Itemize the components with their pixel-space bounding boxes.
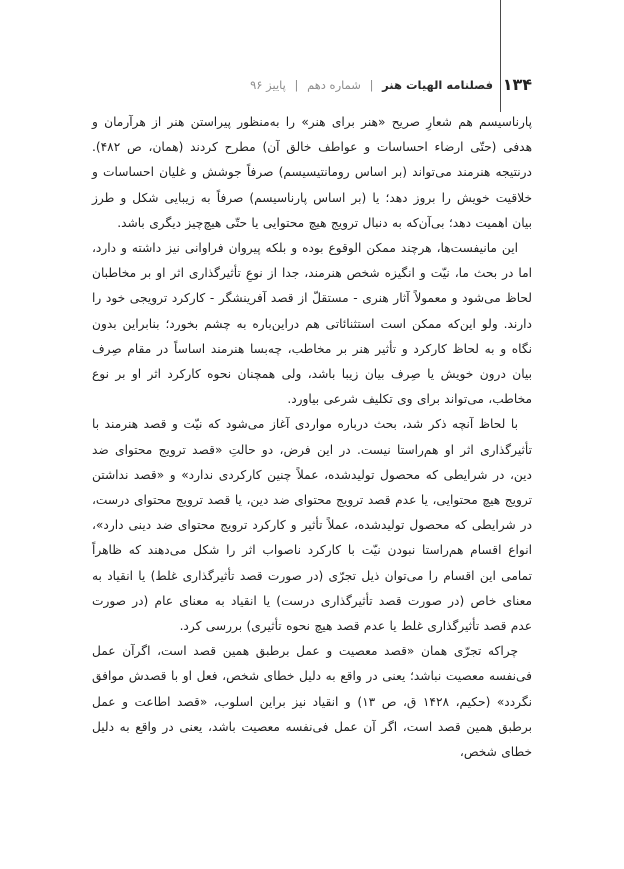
season-label: پاییز ۹۶ [250,77,286,92]
header-separator: | [294,77,299,92]
body-paragraph: این مانیفست‌ها، هرچند ممکن الوقوع بوده و بلکه پیروان فراوانی نیز داشته و دارد، اما در بحث ما، نیّت و انگیزه شخص هنرمند، جدا از نوعِ تأثیرگذاری اثر او بر مخاطبان لحاظ می‌شود و معمولاً آثار هنری - مستقلّ از قصد آفرینشگر - کارکرد ترویجی خود را دارند. ولو این‌که ممکن است استثنائاتی هم دراین‌باره به چشم بخورد؛ بنابراین بدون نگاه و به لحاظ کارکرد و تأثیر هنر بر مخاطب، چه‌بسا هنرمند اساساً در مقام صِرف بیان درون خویش یا صِرف بیان زیبا باشد، ولی همچنان نحوه کارکرد اثر او بر نوع مخاطب، می‌تواند برای وی تکلیف شرعی بیاورد. [92,241,532,407]
body-paragraph: با لحاظ آنچه ذکر شد، بحث درباره مواردی آغاز می‌شود که نیّت و قصد هنرمند با تأثیرگذاری اثر او هم‌راستا نیست. در این فرض، دو حالتِ «قصد ترویج محتوای ضد دین، در شرایطی که محصول تولیدشده، عملاً چنین کارکردی ندارد» و «قصد نداشتن ترویج هیچ محتوایی، یا عدم قصد ترویج محتوای ضد دین، یا قصد ترویج محتوای درست، در شرایطی که محصول تولیدشده، عملاً تأثیر و کارکرد ترویج محتوای ضد دینی دارد»، انواع اقسام هم‌راستا نبودن نیّت با کارکرد ناصواب اثر را شکل می‌دهند که ظاهراً تمامی این اقسام را می‌توان ذیل تجرّی (در صورت قصد تأثیرگذاری غلط) یا انقیاد به معنای خاص (در صورت قصد تأثیرگذاری درست) یا انقیاد به معنای عام (در صورت عدم قصد تأثیرگذاری غلط یا عدم قصد هیچ نحوه تأثیری) بررسی کرد. [92,417,532,634]
issue-label: شماره دهم [307,77,361,92]
journal-title: فصلنامه الهیات هنر [382,77,494,92]
body-paragraph: پارناسیسم هم شعارِ صریح «هنر برای هنر» را به‌منظور پیراستن هنر از هرآرمان و هدفی (حتّی ارضاء احساسات و عواطف خالق آن) مطرح کردند (همان، ص ۴۸۲). درنتیجه هنرمند می‌تواند (بر اساس رومانتیسیسم) صرفاً جوشش و غلیان احساسات و خلاقیت خویش را بروز دهد؛ یا (بر اساس پارناسیسم) صرفاً به زیبایی شکل و طرز بیان اهمیت دهد؛ بی‌آن‌که به دنبال ترویج هیچ محتوایی یا حتّی هیچ‌چیز دیگری باشد. [92,115,532,230]
running-header [92,72,532,96]
body-paragraph: چراکه تجرّی همان «قصد معصیت و عمل برطبق همین قصد است، اگرآن عمل فی‌نفسه معصیت نباشد؛ یعنی در واقع به دلیل خطای شخص، فعل او با قصدش موافق نگردد» (حکیم، ۱۴۲۸ ق، ص ۱۳) و انقیاد نیز براین اسلوب، «قصد اطاعت و عمل برطبق همین قصد است، اگر آن عمل فی‌نفسه معصیت باشد، یعنی در واقع به دلیل خطای شخص، [92,644,532,760]
article-body [92,110,532,765]
header-separator: | [369,77,374,92]
page-number: ۱۳۴ [502,74,532,94]
